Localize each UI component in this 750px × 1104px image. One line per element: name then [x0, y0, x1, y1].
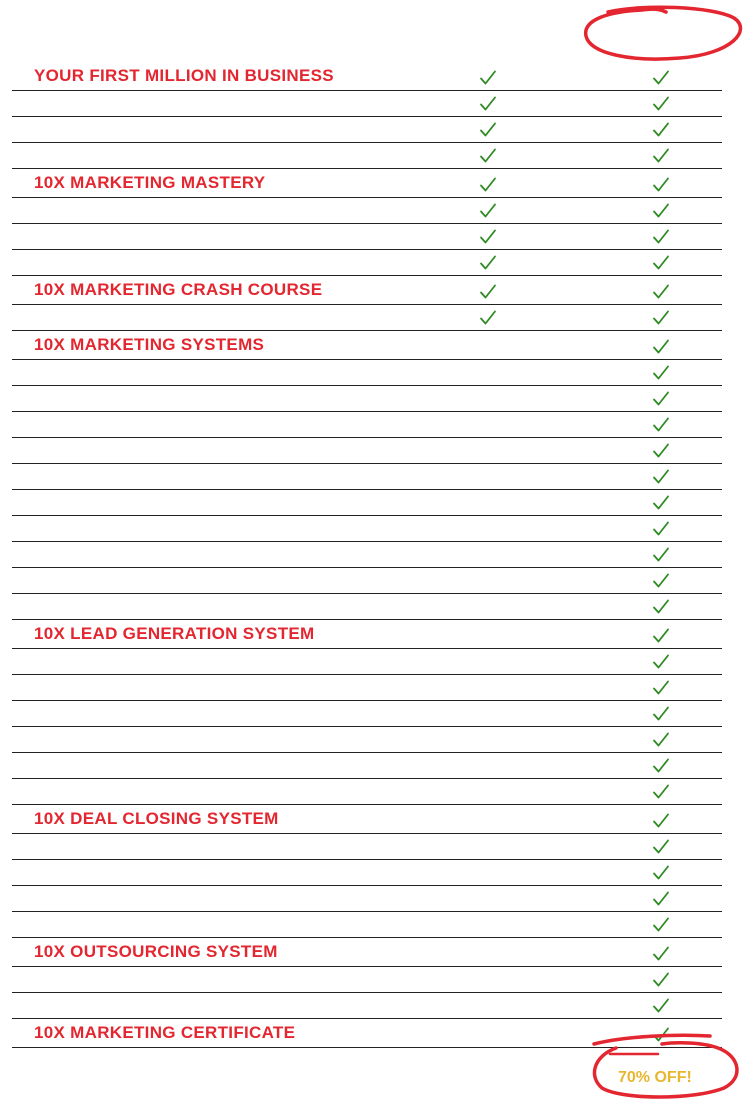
- checkmark-icon: [652, 705, 670, 723]
- table-row: [12, 649, 722, 675]
- section-row: [12, 805, 722, 834]
- checkmark-icon: [652, 627, 670, 645]
- checkmark-icon: [652, 679, 670, 697]
- checkmark-icon: [652, 653, 670, 671]
- top-circle-annotation: [582, 4, 748, 64]
- table-row: [12, 727, 722, 753]
- table-row: [12, 305, 722, 331]
- checkmark-icon: [652, 945, 670, 963]
- checkmark-icon: [479, 202, 497, 220]
- table-row: [12, 912, 722, 938]
- section-row: [12, 938, 722, 967]
- checkmark-icon: [479, 69, 497, 87]
- section-row: [12, 331, 722, 360]
- table-row: [12, 860, 722, 886]
- section-title: 10X MARKETING CERTIFICATE: [34, 1023, 296, 1042]
- checkmark-icon: [652, 416, 670, 434]
- section-title: 10X DEAL CLOSING SYSTEM: [34, 809, 279, 828]
- checkmark-icon: [652, 147, 670, 165]
- checkmark-icon: [479, 95, 497, 113]
- table-row: [12, 516, 722, 542]
- comparison-table: [12, 62, 722, 1048]
- table-row: [12, 675, 722, 701]
- checkmark-icon: [652, 731, 670, 749]
- section-row: [12, 62, 722, 91]
- table-row: [12, 198, 722, 224]
- section-title: 10X LEAD GENERATION SYSTEM: [34, 624, 315, 643]
- checkmark-icon: [479, 254, 497, 272]
- checkmark-icon: [652, 309, 670, 327]
- table-row: [12, 967, 722, 993]
- checkmark-icon: [652, 228, 670, 246]
- table-row: [12, 117, 722, 143]
- checkmark-icon: [652, 338, 670, 356]
- bottom-circle-annotation: [586, 1030, 744, 1102]
- section-title: YOUR FIRST MILLION IN BUSINESS: [34, 66, 334, 85]
- checkmark-icon: [479, 309, 497, 327]
- section-row: [12, 620, 722, 649]
- checkmark-icon: [652, 757, 670, 775]
- checkmark-icon: [479, 147, 497, 165]
- section-title: 10X OUTSOURCING SYSTEM: [34, 942, 278, 961]
- section-row: [12, 169, 722, 198]
- checkmark-icon: [479, 176, 497, 194]
- checkmark-icon: [652, 202, 670, 220]
- checkmark-icon: [479, 283, 497, 301]
- table-row: [12, 753, 722, 779]
- section-row: [12, 276, 722, 305]
- table-row: [12, 91, 722, 117]
- section-title: 10X MARKETING SYSTEMS: [34, 335, 265, 354]
- checkmark-icon: [652, 494, 670, 512]
- table-row: [12, 779, 722, 805]
- section-title: 10X MARKETING MASTERY: [34, 173, 266, 192]
- checkmark-icon: [652, 864, 670, 882]
- checkmark-icon: [652, 121, 670, 139]
- checkmark-icon: [479, 121, 497, 139]
- checkmark-icon: [652, 254, 670, 272]
- table-row: [12, 250, 722, 276]
- checkmark-icon: [652, 95, 670, 113]
- table-row: [12, 594, 722, 620]
- checkmark-icon: [652, 598, 670, 616]
- table-row: [12, 542, 722, 568]
- section-title: 10X MARKETING CRASH COURSE: [34, 280, 323, 299]
- table-row: [12, 143, 722, 169]
- checkmark-icon: [479, 228, 497, 246]
- table-row: [12, 412, 722, 438]
- table-row: [12, 701, 722, 727]
- checkmark-icon: [652, 916, 670, 934]
- discount-label: 70% OFF!: [618, 1069, 692, 1086]
- checkmark-icon: [652, 890, 670, 908]
- table-row: [12, 490, 722, 516]
- checkmark-icon: [652, 812, 670, 830]
- checkmark-icon: [652, 971, 670, 989]
- checkmark-icon: [652, 468, 670, 486]
- checkmark-icon: [652, 283, 670, 301]
- table-row: [12, 464, 722, 490]
- table-row: [12, 886, 722, 912]
- table-row: [12, 568, 722, 594]
- checkmark-icon: [652, 176, 670, 194]
- checkmark-icon: [652, 838, 670, 856]
- checkmark-icon: [652, 572, 670, 590]
- table-row: [12, 834, 722, 860]
- table-row: [12, 438, 722, 464]
- table-row: [12, 224, 722, 250]
- table-row: [12, 386, 722, 412]
- table-row: [12, 360, 722, 386]
- checkmark-icon: [652, 783, 670, 801]
- checkmark-icon: [652, 546, 670, 564]
- checkmark-icon: [652, 390, 670, 408]
- checkmark-icon: [652, 520, 670, 538]
- checkmark-icon: [652, 364, 670, 382]
- checkmark-icon: [652, 69, 670, 87]
- checkmark-icon: [652, 442, 670, 460]
- table-row: [12, 993, 722, 1019]
- checkmark-icon: [652, 997, 670, 1015]
